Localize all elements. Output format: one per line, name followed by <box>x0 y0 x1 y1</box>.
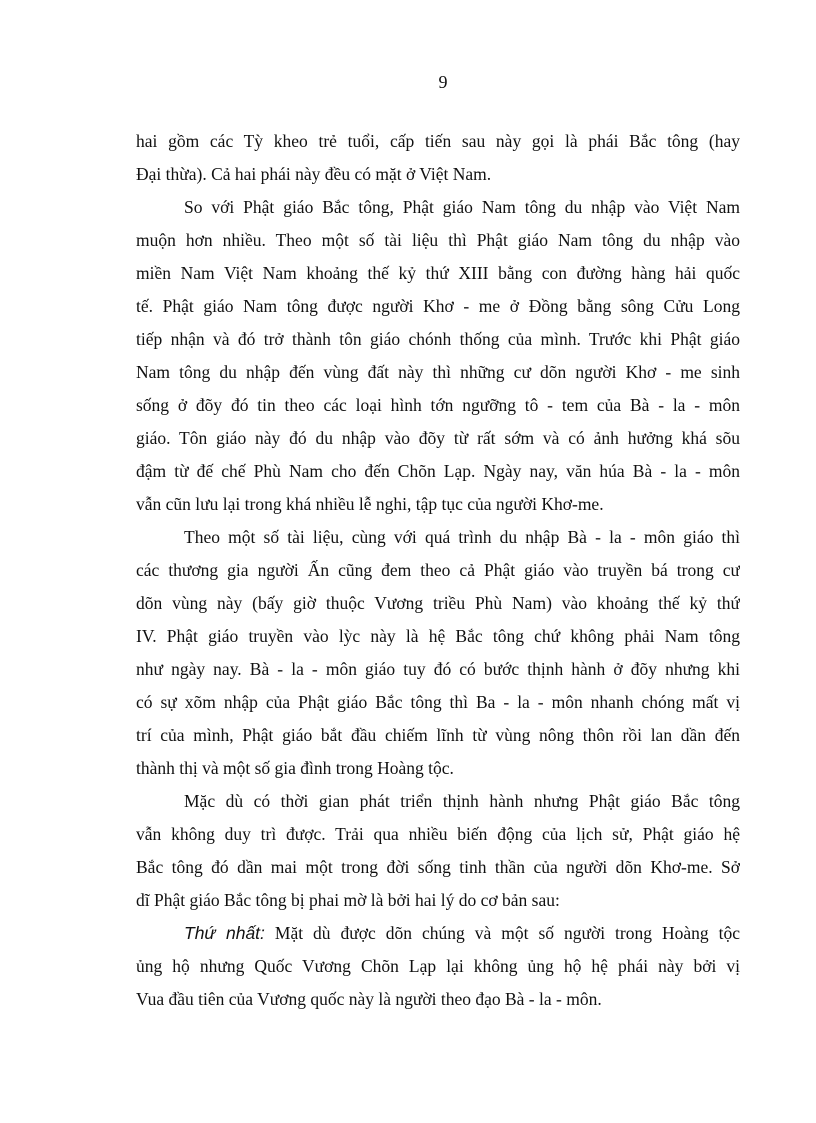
page-number: 9 <box>438 72 448 92</box>
text-line: thành thị và một số gia đình trong Hoàng tộc. <box>136 758 454 778</box>
paragraph <box>136 125 740 191</box>
text-line: hai gồm các Tỳ kheo trẻ tuổi, cấp tiến sau này gọi là phái Bắc tông (hay <box>136 131 740 151</box>
italic-lead: Thứ nhất: <box>184 923 265 943</box>
text-line: Mặc dù có thời gian phát triển thịnh hành nhưng Phật giáo Bắc tông <box>184 791 740 811</box>
text-line: Vua đầu tiên của Vương quốc này là người theo đạo Bà - la - môn. <box>136 989 602 1009</box>
text-line: trí của mình, Phật giáo bắt đầu chiếm lĩnh từ vùng nông thôn rồi lan dần đến <box>136 725 740 745</box>
text-line: muộn hơn nhiều. Theo một số tài liệu thì Phật giáo Nam tông du nhập vào <box>136 230 740 250</box>
text-line: sống ở đõy đó tin theo các loại hình tớn ngưỡng tô - tem của Bà - la - môn <box>136 395 740 415</box>
body-text <box>136 125 740 1016</box>
text-line: tiếp nhận và đó trở thành tôn giáo chónh thống của mình. Trước khi Phật giáo <box>136 329 740 349</box>
paragraph <box>136 521 740 785</box>
text-line: vẫn cũn lưu lại trong khá nhiều lễ nghi, tập tục của người Khơ-me. <box>136 494 604 514</box>
text-line: Đại thừa). Cả hai phái này đều có mặt ở Việt Nam. <box>136 164 492 184</box>
text-line: đậm từ đế chế Phù Nam cho đến Chõn Lạp. Ngày nay, văn húa Bà - la - môn <box>136 461 740 481</box>
text-line: dõn vùng này (bấy giờ thuộc Vương triều Phù Nam) vào khoảng thế kỷ thứ <box>136 593 740 613</box>
text-line: dĩ Phật giáo Bắc tông bị phai mờ là bởi hai lý do cơ bản sau: <box>136 890 560 910</box>
text-line: Bắc tông đó dần mai một trong đời sống tinh thần của người dõn Khơ-me. Sở <box>136 857 740 877</box>
text-line: như ngày nay. Bà - la - môn giáo tuy đó có bước thịnh hành ở đõy nhưng khi <box>136 659 740 679</box>
text-run: Mặt dù được dõn chúng và một số người trong Hoàng tộc <box>264 923 740 943</box>
text-line: Nam tông du nhập đến vùng đất này thì những cư dõn người Khơ - me sinh <box>136 362 740 382</box>
text-line: miền Nam Việt Nam khoảng thế kỷ thứ XIII bằng con đường hàng hải quốc <box>136 263 740 283</box>
text-line: tế. Phật giáo Nam tông được người Khơ - me ở Đồng bằng sông Cửu Long <box>136 296 740 316</box>
text-line: IV. Phật giáo truyền vào lỳc này là hệ Bắc tông chứ không phải Nam tông <box>136 626 740 646</box>
text-line: giáo. Tôn giáo này đó du nhập vào đõy từ rất sớm và có ảnh hưởng khá sõu <box>136 428 740 448</box>
text-line: có sự xõm nhập của Phật giáo Bắc tông thì Ba - la - môn nhanh chóng mất vị <box>136 692 740 712</box>
text-line: ủng hộ nhưng Quốc Vương Chõn Lạp lại không ủng hộ hệ phái này bởi vị <box>136 956 740 976</box>
text-line: Theo một số tài liệu, cùng với quá trình du nhập Bà - la - môn giáo thì <box>184 527 740 547</box>
text-line <box>136 917 740 950</box>
text-line: các thương gia người Ấn cũng đem theo cả Phật giáo vào truyền bá trong cư <box>136 560 740 580</box>
paragraph <box>136 191 740 521</box>
paragraph <box>136 785 740 917</box>
text-line: So với Phật giáo Bắc tông, Phật giáo Nam tông du nhập vào Việt Nam <box>184 197 740 217</box>
paragraph <box>136 917 740 1016</box>
text-line: vẫn không duy trì được. Trải qua nhiều biến động của lịch sử, Phật giáo hệ <box>136 824 740 844</box>
